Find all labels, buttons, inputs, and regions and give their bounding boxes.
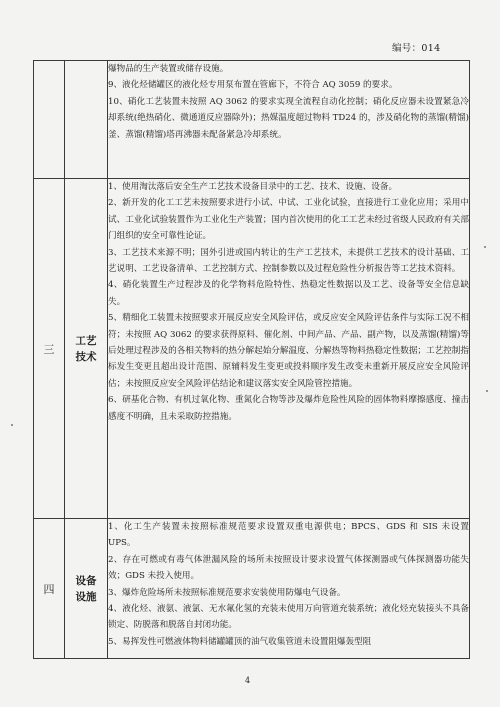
hazard-criteria-table (33, 60, 470, 659)
scan-speck (11, 424, 13, 426)
section-number-cell: 四 (34, 519, 65, 659)
section-items-cell (108, 179, 470, 519)
table-row (34, 61, 470, 179)
list-item: 3、工艺技术来源不明；国外引进或国内转让的生产工艺技术，未提供工艺技术的设计基础、工艺说明、工艺设备清单、工艺控制方式、控制参数以及过程危险性分析报告等工艺技术资料。 (108, 247, 469, 275)
section-items-cell (108, 519, 470, 659)
table-row (34, 519, 470, 659)
list-item: 2、新开发的化工工艺未按照要求进行小试、中试、工业化试验，直接进行工业化应用；采用中试、工业化试验装置作为工业化生产装置；国内首次使用的化工工艺未经过省级人民政府有关部门组织的安全可靠性论证。 (108, 198, 469, 242)
list-item: 3、爆炸危险场所未按照标准规范要求安装使用防爆电气设备。 (108, 587, 346, 598)
list-item: 5、精细化工装置未按照要求开展反应安全风险评估，或反应安全风险评估条件与实际工况不相符；未按照 AQ 3062 的要求获得原料、催化剂、中间产品、产品、副产物，以及蒸馏(精馏)等后处理过程涉及的各相关物料的热分解起始分解温度、分解热等物料热稳定性数据；工艺控制指标发生变更且超出设计范围、原辅料发生变更或投料顺序发生改变未重新开展反应安全风险评估；未按照反应安全风险评估结论和建议落实安全风险管控措施。 (108, 313, 469, 389)
list-item: 2、存在可燃或有毒气体泄漏风险的场所未按照设计要求设置气体探测器或气体探测器功能失效；GDS 未投入使用。 (108, 554, 469, 582)
list-item: 4、硝化装置生产过程涉及的化学物料危险特性、热稳定性数据以及工艺、设备等安全信息缺失。 (108, 280, 469, 307)
category-label: 设备 (75, 574, 97, 587)
list-item: 1、使用淘汰落后安全生产工艺技术设备目录中的工艺、技术、设施、设备。 (108, 182, 398, 192)
list-item: 1、化工生产装置未按照标准规范要求设置双重电源供电；BPCS、GDS 和 SIS 未设置 UPS。 (108, 522, 469, 549)
category-label: 技术 (75, 350, 97, 363)
list-item: 9、液化烃储罐区的液化烃专用泵布置在管廊下，不符合 AQ 3059 的要求。 (108, 80, 398, 91)
list-item: 爆物品的生产装置或储存设施。 (108, 64, 229, 74)
scan-speck (486, 390, 488, 392)
list-item: 6、研基化合物、有机过氧化物、重氮化合物等涉及爆炸危险性风险的固体物料摩擦感度、撞击感度不明确，且未采取防控措施。 (108, 395, 469, 422)
section-category-cell (65, 179, 108, 519)
section-category-cell (65, 61, 108, 179)
section-items-cell (108, 61, 470, 179)
category-label: 设施 (75, 590, 97, 603)
section-number-cell (34, 61, 65, 179)
list-item: 5、易挥发性可燃液体物料储罐罐顶的油气收集管道未设置阻爆轰型阻 (108, 636, 372, 647)
page-number: 4 (245, 676, 251, 685)
category-label: 工艺 (75, 334, 97, 347)
section-category-cell (65, 519, 108, 659)
document-number: 编号：014 (392, 43, 441, 54)
scan-speck (484, 246, 486, 248)
table-row (34, 179, 470, 519)
section-number-cell: 三 (34, 179, 65, 519)
list-item: 10、硝化工艺装置未按照 AQ 3062 的要求实现全流程自动化控制；硝化反应器未设置紧急冷却系统(绝热硝化、微通道反应器除外)；热媒温度超过物料 TD24 的，涉及硝化物的蒸馏(精馏)釜、蒸馏(精馏)塔再沸器未配备紧急冷却系统。 (108, 96, 469, 140)
list-item: 4、液化烃、液氨、液氯、无水氟化氢的充装未使用万向管道充装系统；液化烃充装接头不具备锁定、防脱落和脱落自封闭功能。 (108, 604, 469, 631)
